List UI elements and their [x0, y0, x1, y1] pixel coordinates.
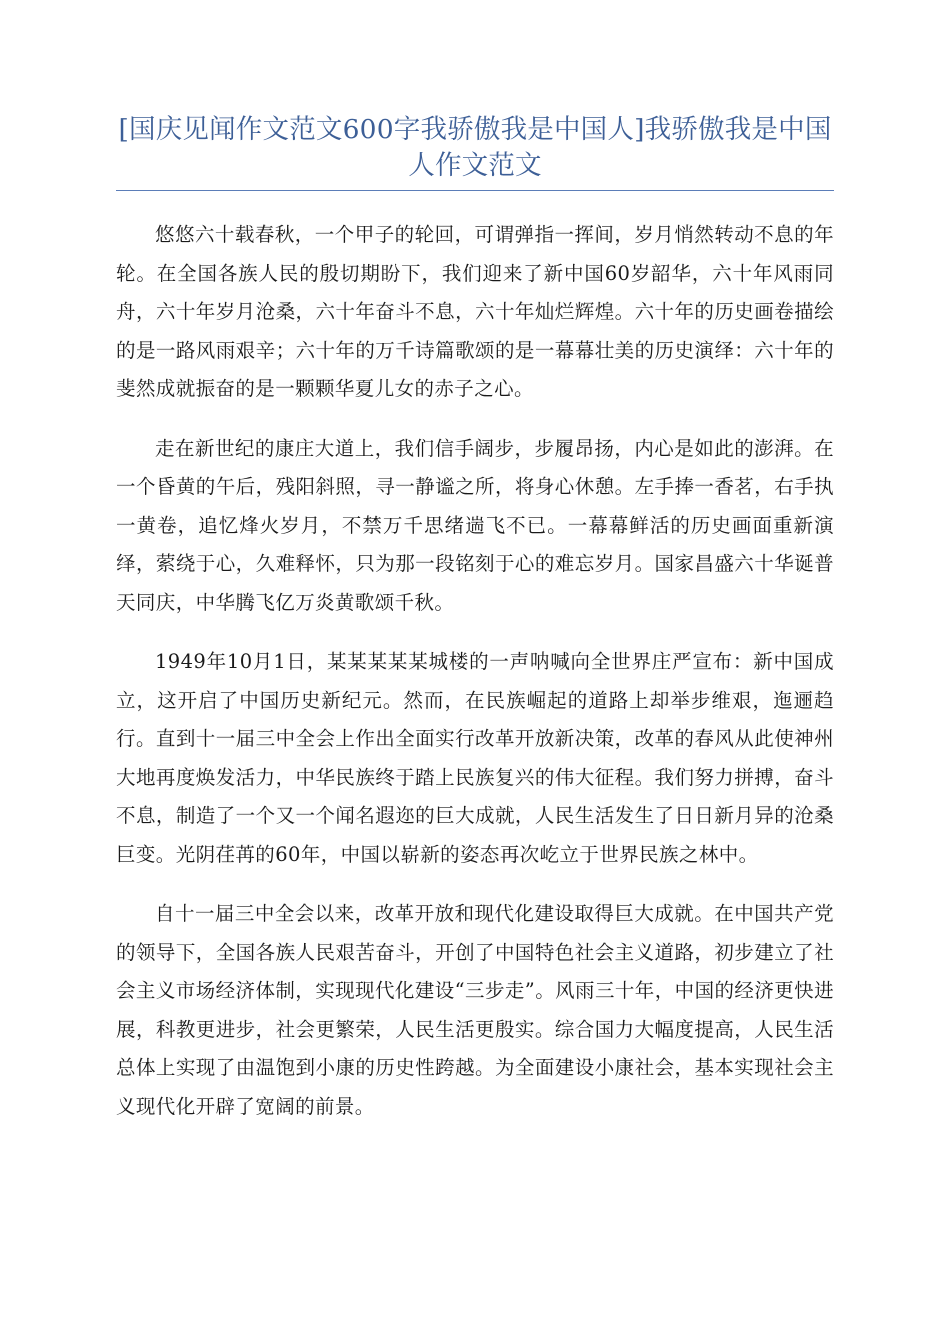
paragraph: 自十一届三中全会以来，改革开放和现代化建设取得巨大成就。在中国共产党的领导下，全国各族人民艰苦奋斗，开创了中国特色社会主义道路，初步建立了社会主义市场经济体制，实现现代化建设“三步走”。风雨三十年，中国的经济更快进展，科教更进步，社会更繁荣，人民生活更殷实。综合国力大幅度提高，人民生活总体上实现了由温饱到小康的历史性跨越。为全面建设小康社会，基本实现社会主义现代化开辟了宽阔的前景。 — [116, 902, 834, 1118]
paragraph: 1949年10月1日，某某某某某城楼的一声呐喊向全世界庄严宣布：新中国成立，这开启了中国历史新纪元。然而，在民族崛起的道路上却举步维艰，迤逦趋行。直到十一届三中全会上作出全面实行改革开放新决策，改革的春风从此使神州大地再度焕发活力，中华民族终于踏上民族复兴的伟大征程。我们努力拼搏，奋斗不息，制造了一个又一个闻名遐迩的巨大成就，人民生活发生了日日新月异的沧桑巨变。光阴荏苒的60年，中国以崭新的姿态再次屹立于世界民族之林中。 — [116, 650, 834, 866]
document-page — [116, 112, 834, 1147]
paragraph: 悠悠六十载春秋，一个甲子的轮回，可谓弹指一挥间，岁月悄然转动不息的年轮。在全国各族人民的殷切期盼下，我们迎来了新中国60岁韶华，六十年风雨同舟，六十年岁月沧桑，六十年奋斗不息，六十年灿烂辉煌。六十年的历史画卷描绘的是一路风雨艰辛；六十年的万千诗篇歌颂的是一幕幕壮美的历史演绎：六十年的斐然成就振奋的是一颗颗华夏儿女的赤子之心。 — [116, 223, 834, 400]
document-title: [国庆见闻作文范文600字我骄傲我是中国人]我骄傲我是中国人作文范文 — [118, 114, 832, 181]
title-divider — [116, 190, 834, 191]
paragraph: 走在新世纪的康庄大道上，我们信手阔步，步履昂扬，内心是如此的澎湃。在一个昏黄的午后，残阳斜照，寻一静谧之所，将身心休憩。左手捧一香茗，右手执一黄卷，追忆烽火岁月，不禁万千思绪遄飞不已。一幕幕鲜活的历史画面重新演绎，萦绕于心，久难释怀，只为那一段铭刻于心的难忘岁月。国家昌盛六十华诞普天同庆，中华腾飞亿万炎黄歌颂千秋。 — [116, 436, 834, 614]
document-body — [116, 216, 834, 1126]
